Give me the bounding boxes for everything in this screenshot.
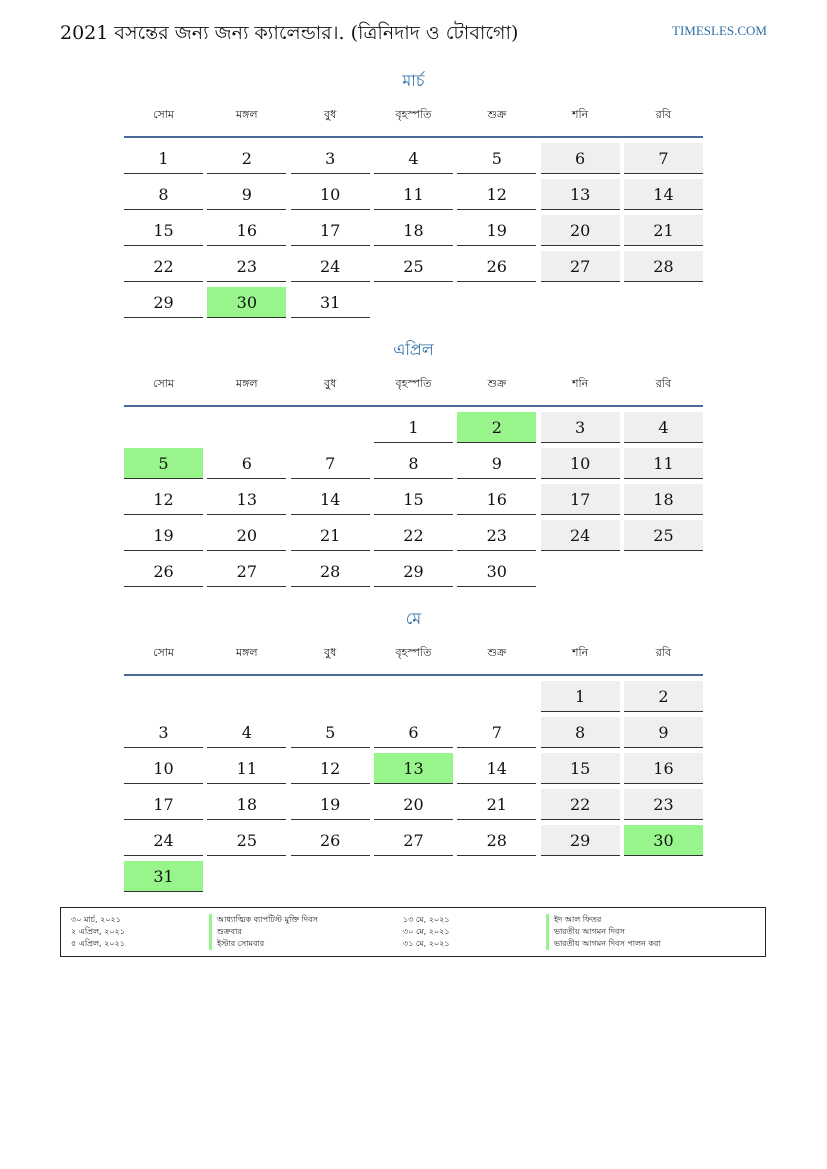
holiday-day-cell[interactable]: 30: [624, 825, 703, 856]
weekday-label: বুধ: [324, 376, 337, 390]
day-cell[interactable]: 6: [207, 448, 286, 479]
day-cell[interactable]: 4: [624, 412, 703, 443]
day-cell[interactable]: 31: [291, 287, 370, 318]
holiday-day-cell[interactable]: 13: [374, 753, 453, 784]
day-cell[interactable]: 16: [207, 215, 286, 246]
legend-holiday-name: ইস্টার সোমবার: [209, 938, 264, 950]
day-cell[interactable]: 17: [124, 789, 203, 820]
day-cell[interactable]: 17: [541, 484, 620, 515]
legend-date: ১৩ মে, ২০২১: [403, 915, 450, 924]
day-cell[interactable]: 18: [207, 789, 286, 820]
legend-holiday-name: আধ্যাত্মিক ব্যাপটিস্ট মুক্তি দিবস: [209, 914, 318, 926]
day-cell[interactable]: 15: [541, 753, 620, 784]
holiday-day-cell[interactable]: 30: [207, 287, 286, 318]
day-cell[interactable]: 26: [457, 251, 536, 282]
day-cell[interactable]: 19: [457, 215, 536, 246]
day-cell[interactable]: 24: [291, 251, 370, 282]
empty-cell: [374, 681, 453, 712]
empty-cell: [124, 681, 203, 712]
day-cell[interactable]: 14: [624, 179, 703, 210]
day-cell[interactable]: 10: [124, 753, 203, 784]
day-cell[interactable]: 5: [291, 717, 370, 748]
day-cell[interactable]: 16: [457, 484, 536, 515]
day-cell[interactable]: 26: [291, 825, 370, 856]
month-title: মার্চ: [402, 71, 425, 90]
day-cell[interactable]: 19: [124, 520, 203, 551]
header-rule: [124, 674, 703, 676]
empty-cell: [457, 681, 536, 712]
legend-date: ৩০ মে, ২০২১: [403, 927, 450, 936]
day-cell[interactable]: 25: [207, 825, 286, 856]
weekday-header: [124, 363, 703, 405]
weekday-label: বুধ: [324, 645, 337, 659]
empty-cell: [207, 412, 286, 443]
day-cell[interactable]: 6: [541, 143, 620, 174]
day-cell[interactable]: 8: [541, 717, 620, 748]
weekday-label: বৃহস্পতি: [395, 645, 432, 659]
day-cell[interactable]: 23: [207, 251, 286, 282]
day-cell[interactable]: 15: [374, 484, 453, 515]
day-cell[interactable]: 9: [457, 448, 536, 479]
day-cell[interactable]: 19: [291, 789, 370, 820]
weekday-label: বৃহস্পতি: [395, 376, 432, 390]
legend-holiday-name: ইদ আল ফিতর: [546, 914, 601, 926]
day-cell[interactable]: 24: [124, 825, 203, 856]
day-cell[interactable]: 28: [457, 825, 536, 856]
day-cell[interactable]: 8: [374, 448, 453, 479]
empty-cell: [291, 412, 370, 443]
day-cell[interactable]: 21: [291, 520, 370, 551]
day-cell[interactable]: 1: [541, 681, 620, 712]
day-cell[interactable]: 2: [624, 681, 703, 712]
day-cell[interactable]: 29: [541, 825, 620, 856]
day-cell[interactable]: 28: [291, 556, 370, 587]
empty-cell: [291, 681, 370, 712]
day-cell[interactable]: 7: [624, 143, 703, 174]
month-block: [124, 608, 703, 892]
weekday-label: বুধ: [324, 107, 337, 121]
day-cell[interactable]: 18: [374, 215, 453, 246]
day-grid: [124, 681, 703, 892]
day-cell[interactable]: 1: [124, 143, 203, 174]
weekday-label: মঙ্গল: [236, 107, 258, 121]
day-cell[interactable]: 7: [291, 448, 370, 479]
header-rule: [124, 405, 703, 407]
weekday-label: মঙ্গল: [236, 376, 258, 390]
weekday-label: রবি: [655, 107, 672, 121]
day-cell[interactable]: 3: [291, 143, 370, 174]
weekday-label: শনি: [572, 107, 589, 121]
weekday-label: শুক্র: [487, 107, 507, 121]
legend-holiday-name: শুক্রবার: [209, 926, 242, 938]
day-cell[interactable]: 3: [541, 412, 620, 443]
empty-cell: [207, 681, 286, 712]
day-cell[interactable]: 21: [457, 789, 536, 820]
legend-date: ৫ এপ্রিল, ২০২১: [71, 939, 125, 948]
day-cell[interactable]: 22: [374, 520, 453, 551]
holiday-day-cell[interactable]: 31: [124, 861, 203, 892]
day-cell[interactable]: 4: [374, 143, 453, 174]
legend-item: [61, 914, 765, 926]
day-grid: [124, 412, 703, 587]
day-cell[interactable]: 3: [124, 717, 203, 748]
day-cell[interactable]: 14: [291, 484, 370, 515]
weekday-label: শনি: [572, 376, 589, 390]
day-cell[interactable]: 5: [457, 143, 536, 174]
day-cell[interactable]: 4: [207, 717, 286, 748]
day-cell[interactable]: 12: [291, 753, 370, 784]
day-cell[interactable]: 20: [541, 215, 620, 246]
holiday-day-cell[interactable]: 5: [124, 448, 203, 479]
day-cell[interactable]: 9: [624, 717, 703, 748]
weekday-label: মঙ্গল: [236, 645, 258, 659]
legend-holiday-name: ভারতীয় আগমন দিবস: [546, 926, 625, 938]
day-cell[interactable]: 29: [124, 287, 203, 318]
day-cell[interactable]: 17: [291, 215, 370, 246]
month-title: এপ্রিল: [393, 340, 434, 359]
weekday-label: বৃহস্পতি: [395, 107, 432, 121]
day-cell[interactable]: 11: [207, 753, 286, 784]
weekday-label: শনি: [572, 645, 589, 659]
weekday-label: সোম: [152, 645, 175, 659]
day-cell[interactable]: 29: [374, 556, 453, 587]
weekday-label: সোম: [152, 376, 175, 390]
weekday-header: [124, 632, 703, 674]
weekday-label: রবি: [655, 376, 672, 390]
day-cell[interactable]: 22: [124, 251, 203, 282]
legend-holiday-name: ভারতীয় আগমন দিবস পালন করা: [546, 938, 661, 950]
site-link[interactable]: TIMESLES.COM: [672, 23, 767, 38]
weekday-label: রবি: [655, 645, 672, 659]
day-cell[interactable]: 12: [457, 179, 536, 210]
day-cell[interactable]: 23: [624, 789, 703, 820]
weekday-label: শুক্র: [487, 376, 507, 390]
day-cell[interactable]: 8: [124, 179, 203, 210]
day-cell[interactable]: 22: [541, 789, 620, 820]
weekday-header: [124, 94, 703, 136]
day-cell[interactable]: 27: [207, 556, 286, 587]
day-cell[interactable]: 20: [207, 520, 286, 551]
month-title: মে: [405, 609, 422, 628]
day-cell[interactable]: 6: [374, 717, 453, 748]
day-cell[interactable]: 1: [374, 412, 453, 443]
day-cell[interactable]: 18: [624, 484, 703, 515]
day-cell[interactable]: 25: [624, 520, 703, 551]
header-rule: [124, 136, 703, 138]
day-cell[interactable]: 15: [124, 215, 203, 246]
day-cell[interactable]: 16: [624, 753, 703, 784]
legend-date: ৩০ মার্চ, ২০২১: [71, 915, 121, 924]
weekday-label: সোম: [152, 107, 175, 121]
day-cell[interactable]: 21: [624, 215, 703, 246]
legend-item: [61, 926, 765, 938]
day-cell[interactable]: 10: [541, 448, 620, 479]
legend-date: ২ এপ্রিল, ২০২১: [71, 927, 125, 936]
day-cell[interactable]: 11: [374, 179, 453, 210]
weekday-label: শুক্র: [487, 645, 507, 659]
day-cell[interactable]: 23: [457, 520, 536, 551]
day-cell[interactable]: 10: [291, 179, 370, 210]
day-cell[interactable]: 24: [541, 520, 620, 551]
day-cell[interactable]: 27: [541, 251, 620, 282]
day-cell[interactable]: 11: [624, 448, 703, 479]
day-cell[interactable]: 7: [457, 717, 536, 748]
month-block: [124, 70, 703, 318]
day-cell[interactable]: 28: [624, 251, 703, 282]
day-cell[interactable]: 25: [374, 251, 453, 282]
holiday-legend: [60, 907, 766, 957]
day-cell[interactable]: 12: [124, 484, 203, 515]
day-cell[interactable]: 20: [374, 789, 453, 820]
empty-cell: [124, 412, 203, 443]
legend-date: ৩১ মে, ২০২১: [403, 939, 450, 948]
page-title: 2021 বসন্তের জন্য জন্য ক্যালেন্ডার।. (ত্রিনিদাদ ও টোবাগো): [60, 22, 519, 44]
legend-item: [61, 938, 765, 950]
day-cell[interactable]: 13: [207, 484, 286, 515]
day-cell[interactable]: 13: [541, 179, 620, 210]
day-cell[interactable]: 2: [207, 143, 286, 174]
day-cell[interactable]: 30: [457, 556, 536, 587]
holiday-day-cell[interactable]: 2: [457, 412, 536, 443]
day-cell[interactable]: 9: [207, 179, 286, 210]
day-cell[interactable]: 27: [374, 825, 453, 856]
day-cell[interactable]: 26: [124, 556, 203, 587]
month-block: [124, 339, 703, 587]
day-cell[interactable]: 14: [457, 753, 536, 784]
day-grid: [124, 143, 703, 318]
